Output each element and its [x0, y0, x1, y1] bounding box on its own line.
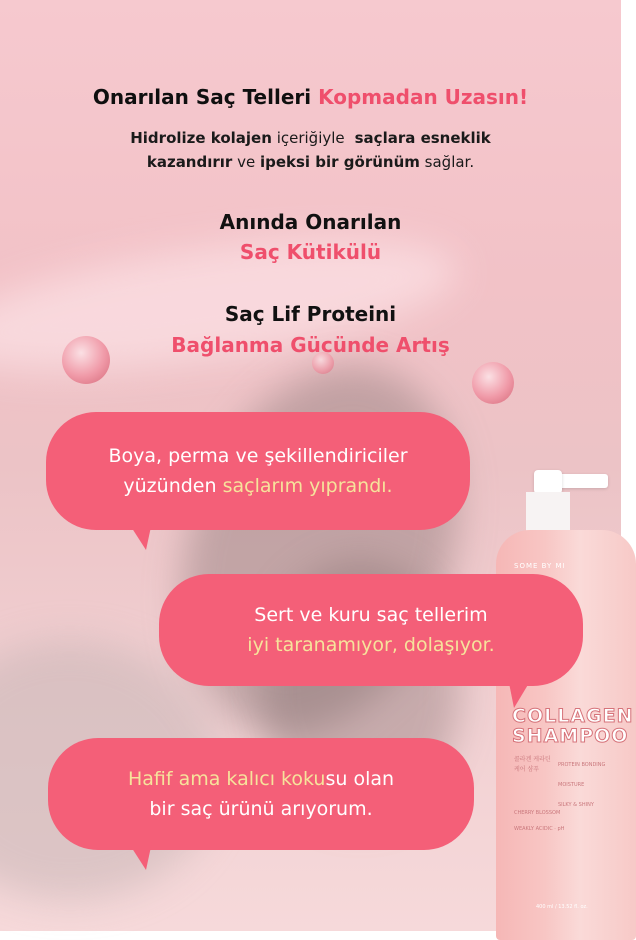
collagen-bead-icon [472, 362, 514, 404]
pump-head [534, 470, 562, 494]
speech-bubble-tail [128, 842, 152, 870]
product-name-line1: COLLAGEN [512, 705, 634, 727]
bubble-line [48, 764, 474, 794]
bubble-line: Boya, perma ve şekillendiriciler [108, 445, 408, 467]
bubble-line: bir saç ürünü arıyorum. [149, 798, 373, 820]
product-feature: MOISTURE [558, 782, 585, 788]
sub-bold: ipeksi bir görünüm [259, 153, 420, 171]
speech-bubble [46, 412, 470, 530]
product-brand: SOME BY MI [514, 562, 566, 570]
product-scent: CHERRY BLOSSOM [514, 810, 561, 816]
product-name-line2: SHAMPOO [512, 725, 629, 747]
sub-bold: Hidrolize kolajen [130, 129, 272, 147]
bubble-highlight: iyi taranamıyor, dolaşıyor. [247, 634, 495, 656]
bubble-line: Sert ve kuru saç tellerim [254, 604, 488, 626]
feature-title: Anında Onarılan [219, 210, 402, 234]
product-volume: 400 ml / 13.52 fl. oz. [536, 904, 588, 910]
speech-bubble [48, 738, 474, 850]
product-feature: SILKY & SHINY [558, 802, 594, 808]
headline-highlight: Kopmadan Uzasın! [318, 85, 529, 109]
product-ph: WEAKLY ACIDIC · pH [514, 826, 565, 832]
product-feature: PROTEIN BONDING [558, 762, 606, 768]
sub-plain: sağlar. [419, 153, 475, 171]
feature-highlight: Saç Kütikülü [239, 240, 382, 264]
sub-plain: ve [232, 153, 260, 171]
headline [0, 85, 621, 109]
subheadline-line2 [0, 150, 621, 174]
subheadline-line1 [0, 126, 621, 150]
bubble-text: yüzünden [123, 475, 223, 497]
speech-bubble [159, 574, 583, 686]
sub-bold: kazandırır [146, 153, 233, 171]
speech-bubble-tail [508, 678, 532, 708]
product-korean-name: 콜라겐 케라틴 케어 샴푸 [514, 756, 551, 773]
speech-bubble-tail [128, 522, 152, 550]
pump-neck [526, 492, 570, 532]
sub-plain: içeriğiyle [271, 129, 350, 147]
bubble-highlight: saçlarım yıprandı. [222, 475, 393, 497]
sub-bold: saçlara esneklik [349, 129, 491, 147]
feature-highlight: Bağlanma Gücünde Artış [171, 333, 450, 357]
feature-title: Saç Lif Proteini [224, 302, 397, 326]
bubble-text: su olan [325, 768, 395, 790]
bubble-line [46, 471, 470, 501]
bubble-highlight: Hafif ama kalıcı koku [127, 768, 326, 790]
headline-main: Onarılan Saç Telleri [92, 85, 312, 109]
